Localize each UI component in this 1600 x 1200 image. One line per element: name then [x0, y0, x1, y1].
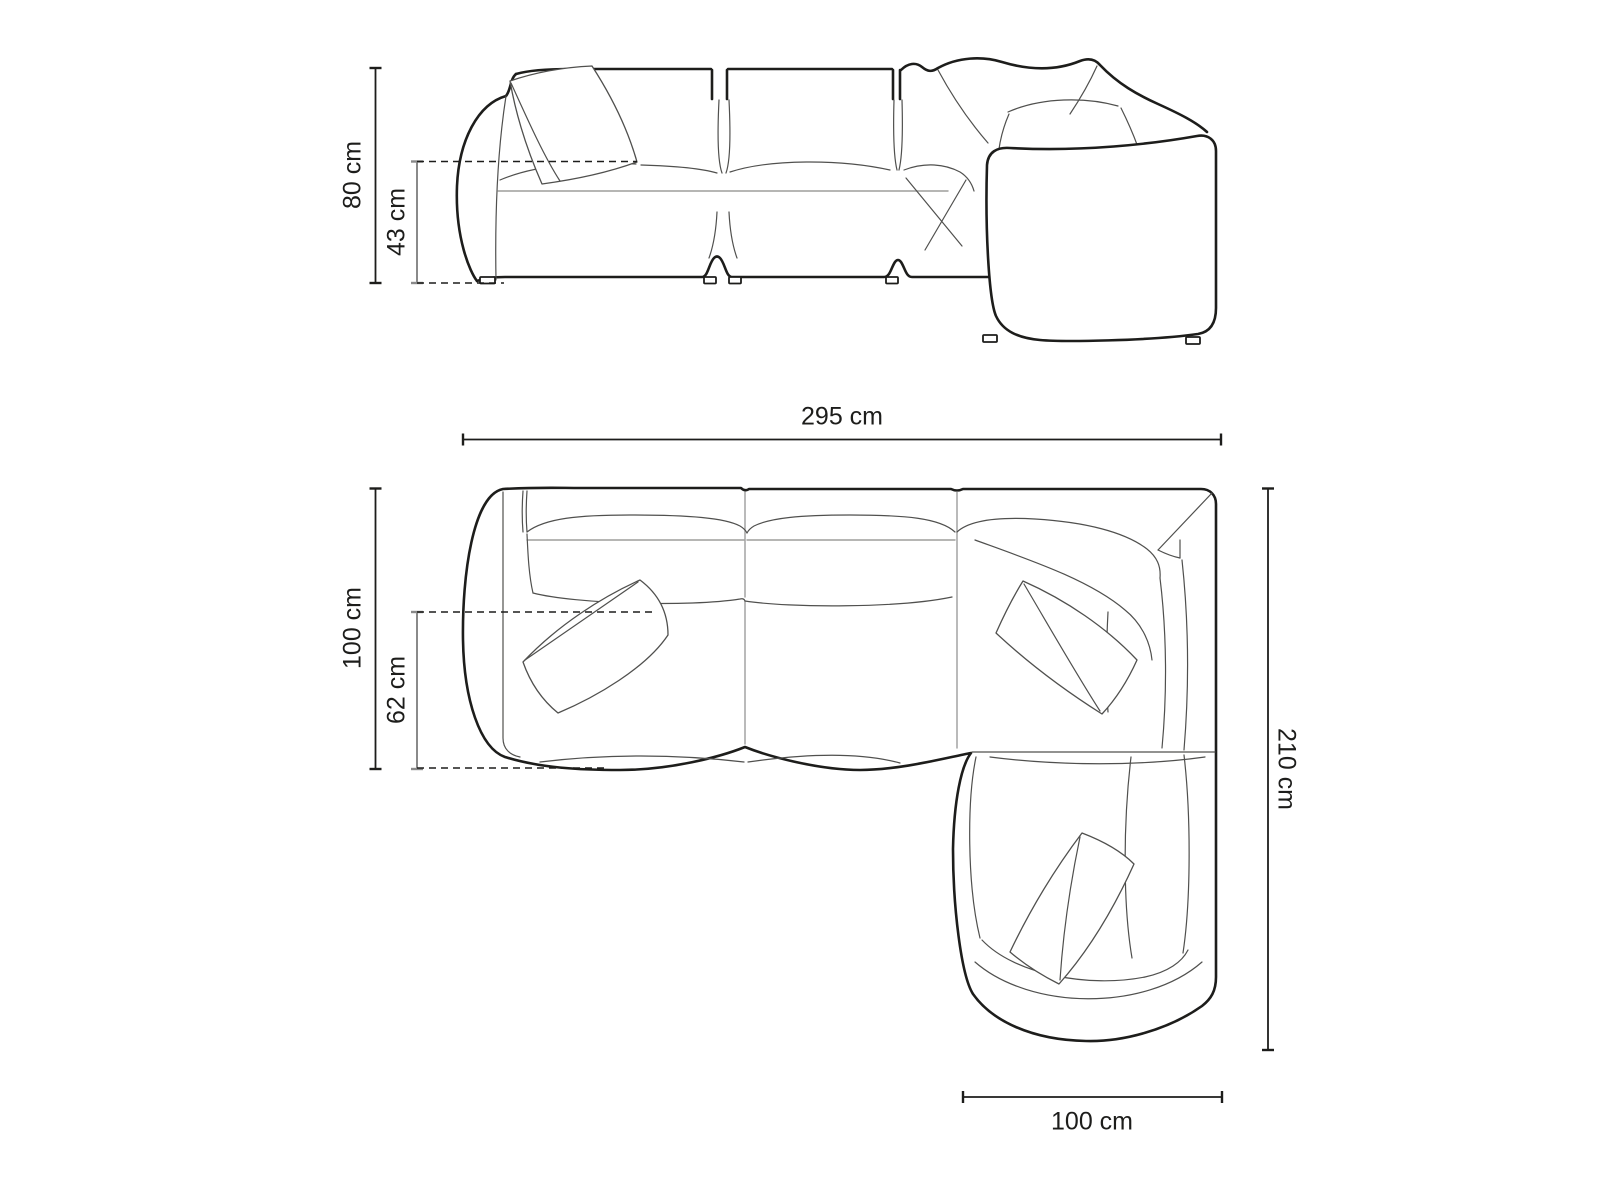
- dimension-line-seat-depth: [411, 612, 423, 769]
- elevation-left-pillow: [510, 66, 637, 184]
- elevation-corner-panel: [986, 136, 1216, 341]
- dimension-line-seat-height: [411, 162, 423, 284]
- total-width-label: 295 cm: [801, 402, 883, 431]
- front-elevation-view: [370, 58, 1217, 344]
- total-height-label: 80 cm: [338, 140, 367, 210]
- dimension-line-total-height: [370, 68, 382, 283]
- elevation-dashed-guides: [417, 162, 637, 284]
- total-depth-label: 100 cm: [338, 587, 367, 669]
- dimension-line-total-width: [463, 434, 1221, 446]
- seat-depth-label: 62 cm: [382, 655, 411, 725]
- side-length-label: 210 cm: [1272, 728, 1301, 810]
- seat-height-label: 43 cm: [382, 187, 411, 257]
- dimension-line-chaise-width: [963, 1091, 1222, 1103]
- chaise-width-label: 100 cm: [1051, 1107, 1133, 1136]
- plan-sofa-outline: [463, 488, 1216, 1041]
- dimension-line-total-depth: [370, 489, 382, 770]
- top-plan-view: [370, 488, 1275, 1103]
